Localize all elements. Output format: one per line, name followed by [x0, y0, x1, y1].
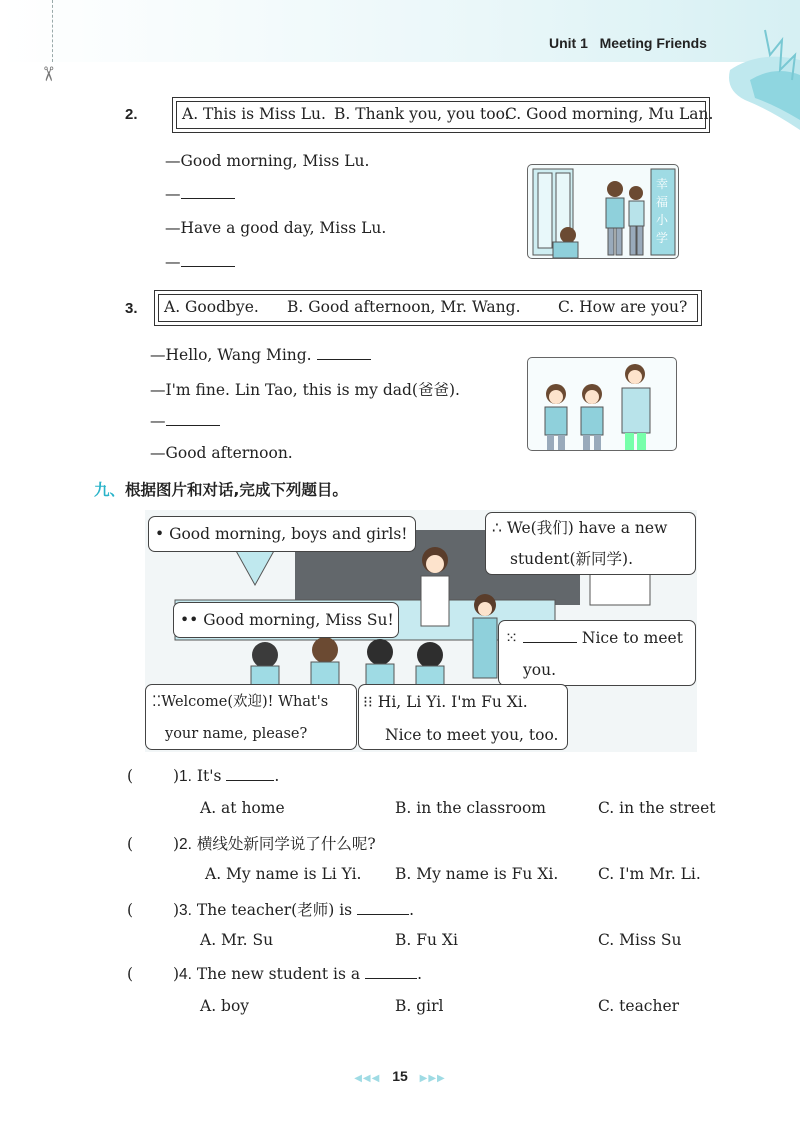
- bubble-welcome: ⁚⁚Welcome(欢迎)! What's your name, please?: [145, 684, 357, 750]
- q3-answer-blank-1[interactable]: [317, 345, 371, 360]
- q2-option-b: B. Thank you, you too.: [334, 105, 510, 123]
- scissors-icon: ✂: [36, 65, 61, 83]
- q2-line-3: —Have a good day, Miss Lu.: [165, 219, 387, 237]
- mc3-option-b[interactable]: B. Fu Xi: [395, 931, 458, 949]
- unit-label: Unit 1: [549, 35, 588, 51]
- mc-answer-1[interactable]: [138, 767, 168, 781]
- bubble-fu-xi: ⁝⁝ Hi, Li Yi. I'm Fu Xi. Nice to meet you, too.: [358, 684, 568, 750]
- bubble-new-student: ∴ We(我们) have a new student(新同学).: [485, 512, 696, 575]
- mc4-option-a[interactable]: A. boy: [200, 997, 250, 1015]
- mc-blank-3[interactable]: [357, 900, 409, 915]
- q3-number: 3.: [125, 300, 138, 317]
- page-number: 15: [392, 1068, 408, 1084]
- mc2-option-c[interactable]: C. I'm Mr. Li.: [598, 865, 701, 883]
- school-sign: 幸福小学: [656, 177, 669, 245]
- mc3-option-a[interactable]: A. Mr. Su: [200, 931, 274, 949]
- mc1-option-a[interactable]: A. at home: [200, 799, 285, 817]
- header-wave-decoration: [720, 20, 800, 130]
- mc-question-4: ( )4. The new student is a .: [127, 965, 422, 983]
- q2-line-1: —Good morning, Miss Lu.: [165, 152, 370, 170]
- q2-number: 2.: [125, 106, 138, 123]
- mc-blank-1[interactable]: [226, 766, 274, 781]
- q2-line-4: —: [165, 252, 235, 271]
- q3-line-4: —Good afternoon.: [150, 444, 293, 462]
- bubble-nice-to-meet: ⁙ Nice to meet you.: [498, 620, 696, 686]
- right-arrows-icon: ▶▶▶: [419, 1073, 446, 1084]
- mc-answer-3[interactable]: [138, 901, 168, 915]
- q2-illustration: [527, 164, 679, 259]
- mc1-option-b[interactable]: B. in the classroom: [395, 799, 546, 817]
- bubble-teacher-greeting: • Good morning, boys and girls!: [148, 516, 416, 552]
- q2-answer-blank-2[interactable]: [181, 252, 235, 267]
- q3-line-2: —I'm fine. Lin Tao, this is my dad(爸爸).: [150, 381, 460, 399]
- mc-answer-4[interactable]: [138, 965, 168, 979]
- q2-answer-blank-1[interactable]: [181, 184, 235, 199]
- mc3-option-c[interactable]: C. Miss Su: [598, 931, 682, 949]
- mc1-option-c[interactable]: C. in the street: [598, 799, 716, 817]
- q3-option-a: A. Goodbye.: [164, 298, 259, 316]
- q2-option-a: A. This is Miss Lu.: [182, 105, 326, 123]
- unit-title: Meeting Friends: [599, 35, 707, 51]
- q3-line-1: —Hello, Wang Ming.: [150, 345, 371, 364]
- bubble-students-greeting: •• Good morning, Miss Su!: [173, 602, 399, 638]
- q3-option-b: B. Good afternoon, Mr. Wang.: [287, 298, 521, 316]
- mc4-option-c[interactable]: C. teacher: [598, 997, 680, 1015]
- mc-question-1: ( )1. It's .: [127, 767, 280, 785]
- q3-answer-blank-2[interactable]: [166, 411, 220, 426]
- page-footer: [340, 1068, 460, 1084]
- mc-answer-2[interactable]: [138, 835, 168, 849]
- q3-option-c: C. How are you?: [558, 298, 688, 316]
- header-band: [0, 0, 800, 62]
- mc4-option-b[interactable]: B. girl: [395, 997, 444, 1015]
- mc-blank-4[interactable]: [365, 964, 417, 979]
- q2-line-2: —: [165, 184, 235, 203]
- q2-option-c: C. Good morning, Mu Lan.: [505, 105, 714, 123]
- dashed-cut-line: [52, 0, 53, 62]
- q3-illustration: [527, 357, 677, 451]
- left-arrows-icon: ◀◀◀: [354, 1073, 381, 1084]
- section-9-number: 九、: [94, 481, 126, 499]
- mc-question-3: ( )3. The teacher(老师) is .: [127, 901, 414, 919]
- mc-question-2: ( )2. 横线处新同学说了什么呢?: [127, 835, 376, 853]
- mc2-option-b[interactable]: B. My name is Fu Xi.: [395, 865, 559, 883]
- q3-line-3: —: [150, 411, 220, 430]
- unit-header: [549, 35, 707, 51]
- nice-to-meet-blank[interactable]: [523, 628, 577, 643]
- section-9-heading: [94, 478, 348, 500]
- section-9-instruction: 根据图片和对话,完成下列题目。: [125, 481, 348, 499]
- q2-option-box: [172, 97, 714, 133]
- q3-option-box: [154, 290, 702, 326]
- mc2-option-a[interactable]: A. My name is Li Yi.: [205, 865, 362, 883]
